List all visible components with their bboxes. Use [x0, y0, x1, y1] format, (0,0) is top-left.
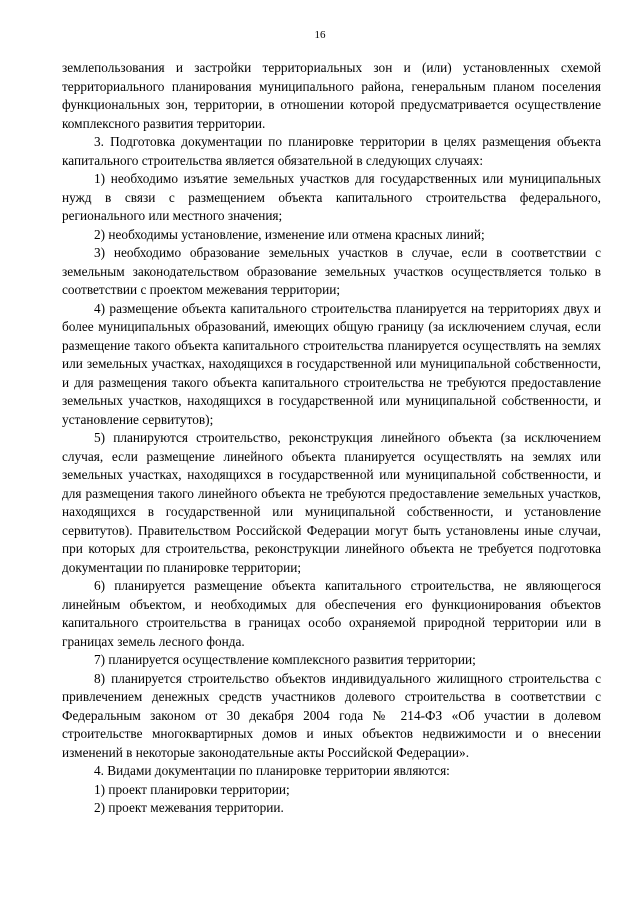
paragraph-continuation: землепользования и застройки территориальных зон и (или) установленных схемой территориального планирования муниципального района, генеральным планом поселения функциональных зон, территории, в отношении которой предусматривается осуществление комплексного развития территории. [62, 60, 601, 131]
list-item-8: 8) планируется строительство объектов индивидуального жилищного строительства с привлечением денежных средств участников долевого строительства в соответствии с Федеральным законом от 30 декабря 2004 года № 214-ФЗ «Об участии в долевом строительстве многоквартирных домов и иных объектов недвижимости и о внесении изменений в некоторые законодательные акты Российской Федерации». [62, 670, 601, 760]
list-item-4: 4) размещение объекта капитального строительства планируется на территориях двух и более муниципальных образований, имеющих общую границу (за исключением случая, если размещение такого объекта капитального строительства планируется осуществлять на землях или земельных участках, находящихся в государственной или муниципальной собственности, и для размещения такого объекта капитального строительства не требуются предоставление земельных участков, находящихся в государственной или муниципальной собственности, и установление сервитутов); [62, 300, 601, 427]
doc-type-item-1: 1) проект планировки территории; [94, 781, 290, 797]
list-item-3: 3) необходимо образование земельных участков в случае, если в соответствии с земельным законодательством образование земельных участков осуществляется только в соответствии с проектом межевания территории; [62, 245, 601, 297]
document-body [62, 59, 601, 818]
list-item-6: 6) планируется размещение объекта капитального строительства, не являющегося линейным объектом, и необходимых для обеспечения его функционирования объектов капитального строительства в границах особо охраняемой природной территории или в границах земель лесного фонда. [62, 578, 601, 649]
paragraph-item-4: 4. Видами документации по планировке территории являются: [94, 763, 450, 778]
doc-type-item-2: 2) проект межевания территории. [94, 800, 284, 815]
page-number: 16 [314, 29, 326, 41]
list-item-2: 2) необходимы установление, изменение или отмена красных линий; [94, 226, 485, 242]
list-item-1: 1) необходимо изъятие земельных участков для государственных или муниципальных нужд в связи с размещением объекта капитального строительства федерального, регионального или местного значения; [62, 171, 601, 223]
list-item-7: 7) планируется осуществление комплексного развития территории; [94, 652, 476, 667]
paragraph-item-3: 3. Подготовка документации по планировке территории в целях размещения объекта капитального строительства является обязательной в следующих случаях: [62, 134, 601, 168]
list-item-5: 5) планируются строительство, реконструкция линейного объекта (за исключением случая, если размещение линейного объекта планируется осуществлять на землях или земельных участках, находящихся в государственной или муниципальной собственности, и для размещения такого линейного объекта не требуются предоставление земельных участков, находящихся в государственной или муниципальной собственности, и установление сервитутов). Правительством Российской Федерации могут быть установлены иные случаи, при которых для строительства, реконструкции линейного объекта не требуется подготовка документации по планировке территории; [62, 430, 601, 575]
